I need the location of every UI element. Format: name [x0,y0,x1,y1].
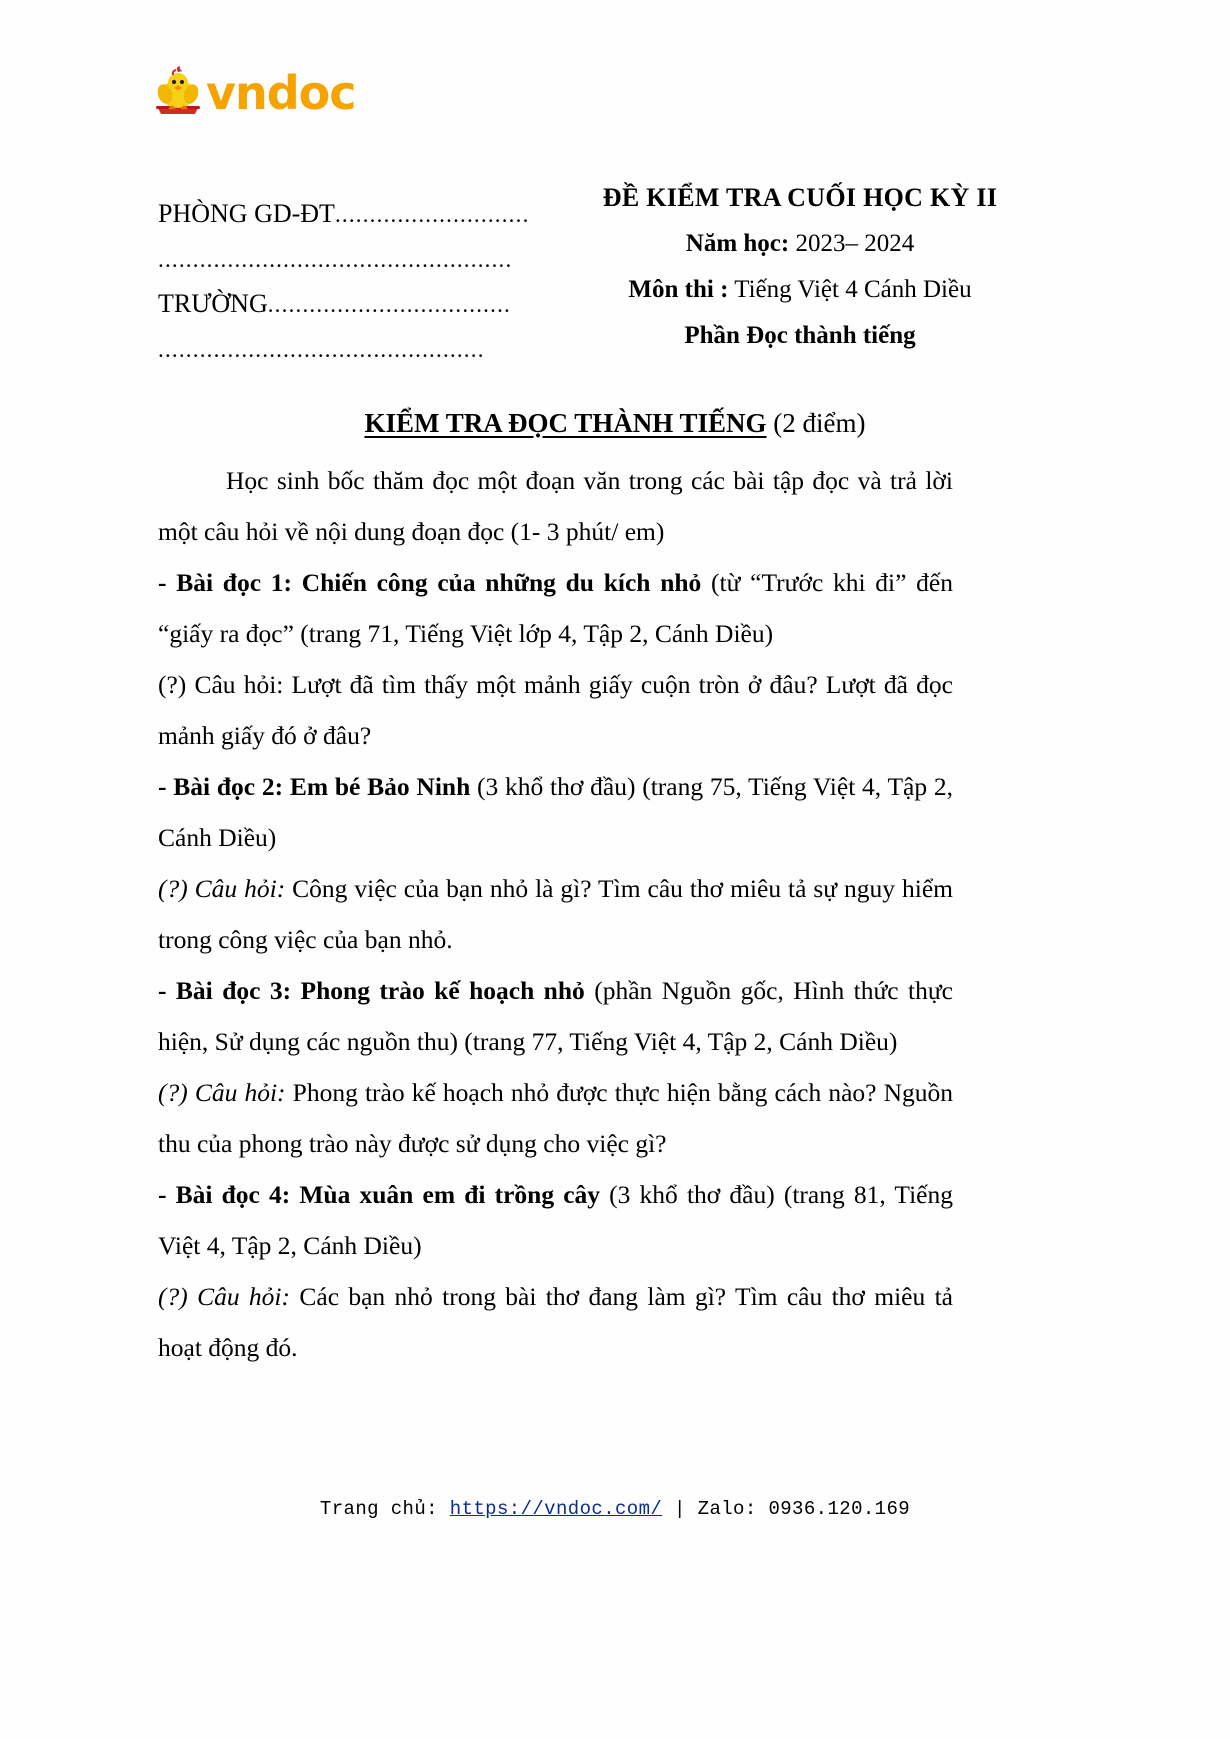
reading-3-question-text: Phong trào kế hoạch nhỏ được thực hiện bằng cách nào? Nguồn thu của phong trào này được sử dụng cho việc gì? [158,1078,953,1158]
footer-home-label: Trang chủ: [319,1498,438,1520]
school-row [158,282,518,327]
reading-1-question [158,659,953,761]
school-year-row [520,221,1080,267]
reading-4-question-label: (?) Câu hỏi: [158,1282,291,1311]
reading-2-label: - Bài đọc 2: Em bé Bảo Ninh [158,772,471,801]
reading-4-line [158,1169,953,1271]
reading-2-detail: (3 khổ thơ đầu) (trang 75, Tiếng Việt 4, Tập 2, Cánh Diều) [158,772,953,852]
reading-3-question-label: (?) Câu hỏi: [158,1078,286,1107]
reading-1-label: - Bài đọc 1: Chiến công của những du kích nhỏ [158,568,702,597]
reading-1-line [158,557,953,659]
department-dots: ............................ [334,202,530,227]
subject-value: Tiếng Việt 4 Cánh Diều [728,276,972,303]
reading-4-detail: (3 khổ thơ đầu) (trang 81, Tiếng Việt 4, Tập 2, Cánh Diều) [158,1180,953,1260]
section-points: (2 điểm) [766,408,866,438]
department-label: PHÒNG GD-ĐT [158,199,335,228]
intro-paragraph: Học sinh bốc thăm đọc một đoạn văn trong các bài tập đọc và trả lời một câu hỏi về nội dung đoạn đọc (1- 3 phút/ em) [158,466,953,546]
vndoc-logo[interactable] [152,56,356,118]
department-dots-row [158,237,518,282]
exam-info-block [520,175,1080,359]
subject-label: Môn thi : [628,276,729,303]
reading-4-label: - Bài đọc 4: Mùa xuân em đi trồng cây [158,1180,601,1209]
footer-website-link[interactable]: https://vndoc.com/ [449,1498,663,1520]
reading-3-question [158,1067,953,1169]
footer-zalo: Zalo: 0936.120.169 [697,1498,911,1520]
department-row [158,192,530,237]
exam-part-label: Phần Đọc thành tiếng [684,322,916,349]
section-title [0,408,1230,439]
school-info-block [158,192,530,372]
logo-wordmark: vndoc [206,66,356,120]
reading-1-detail: (từ “Trước khi đi” đến “giấy ra đọc” (trang 71, Tiếng Việt lớp 4, Tập 2, Cánh Diều) [158,568,953,648]
subject-row [520,267,1080,313]
footer-separator: | [674,1498,686,1520]
reading-2-question-text: Công việc của bạn nhỏ là gì? Tìm câu thơ miêu tả sự nguy hiểm trong công việc của bạn nhỏ. [158,874,953,954]
reading-2-question [158,863,953,965]
reading-1-question-text: Lượt đã tìm thấy một mảnh giấy cuộn tròn ở đâu? Lượt đã đọc mảnh giấy đó ở đâu? [158,670,953,750]
exam-part-row [520,313,1080,359]
school-dots-2: ............................................... [158,337,485,362]
reading-4-question-text: Các bạn nhỏ trong bài thơ đang làm gì? Tìm câu thơ miêu tả hoạt động đó. [158,1282,953,1362]
school-dots-row [158,327,518,372]
page-footer [0,1498,1230,1520]
department-dots-2: ................................................... [158,247,513,272]
school-year-label: Năm học: [685,230,790,257]
reading-2-question-label: (?) Câu hỏi: [158,874,286,903]
reading-4-question [158,1271,953,1373]
reading-3-line [158,965,953,1067]
reading-2-line [158,761,953,863]
section-title-text: KIỂM TRA ĐỌC THÀNH TIẾNG [364,408,767,438]
school-label: TRƯỜNG [158,289,268,318]
reading-3-label: - Bài đọc 3: Phong trào kế hoạch nhỏ [158,976,585,1005]
exam-title: ĐỀ KIỂM TRA CUỐI HỌC KỲ II [602,183,998,212]
school-dots: ................................... [267,292,511,317]
exam-body [158,455,953,1373]
chick-mascot-icon [152,66,204,118]
reading-1-question-label: (?) Câu hỏi: [158,670,284,699]
school-year-value: 2023– 2024 [789,230,915,257]
reading-3-detail: (phần Nguồn gốc, Hình thức thực hiện, Sử dụng các nguồn thu) (trang 77, Tiếng Việt 4, Tập 2, Cánh Diều) [158,976,953,1056]
